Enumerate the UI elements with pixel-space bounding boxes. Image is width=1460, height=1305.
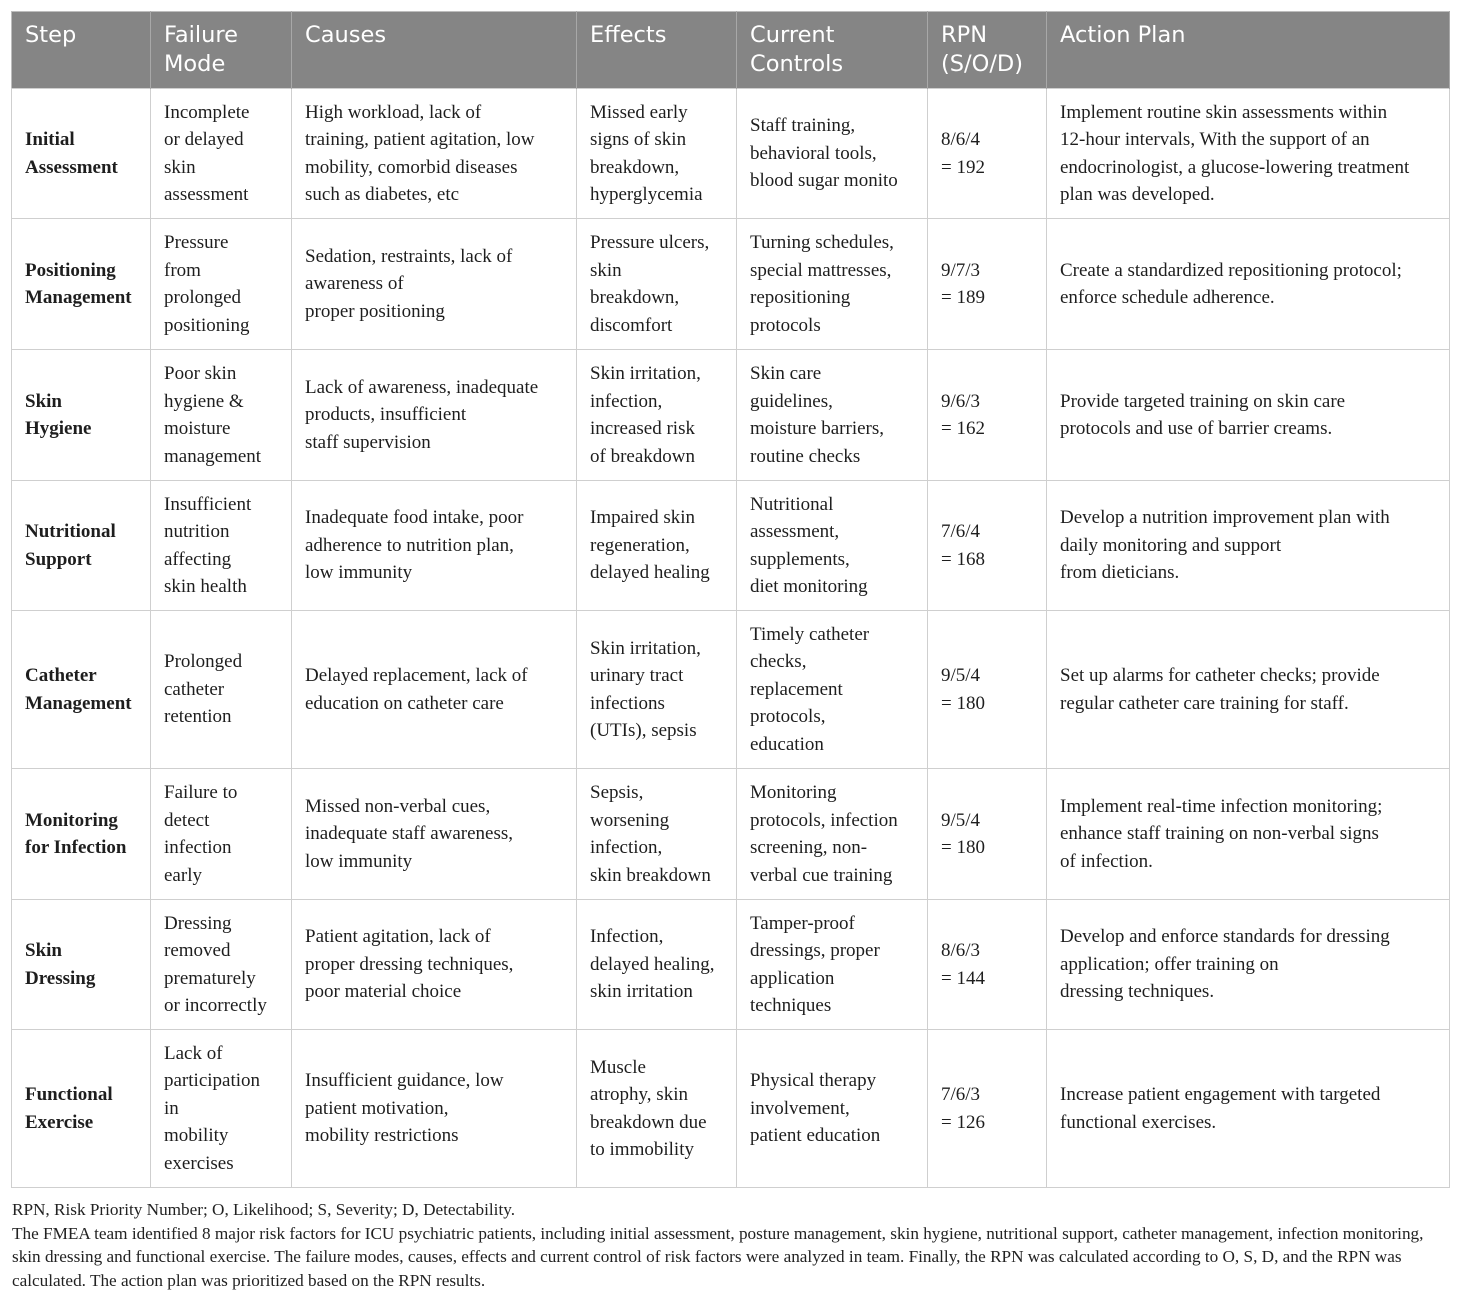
action-plan-cell: Increase patient engagement with targeted functional exercises. <box>1047 1030 1450 1188</box>
table-body <box>12 89 1450 1188</box>
header-step: Step <box>12 12 151 89</box>
failure-mode-cell: Failure to detect infection early <box>151 769 292 900</box>
table-row <box>12 900 1450 1030</box>
effects-cell: Muscle atrophy, skin breakdown due to immobility <box>577 1030 737 1188</box>
rpn-cell: 9/6/3 = 162 <box>928 350 1047 481</box>
table-row <box>12 89 1450 219</box>
table-row <box>12 1030 1450 1188</box>
header-action-plan: Action Plan <box>1047 12 1450 89</box>
causes-cell: High workload, lack of training, patient agitation, low mobility, comorbid diseases such as diabetes, etc <box>292 89 577 219</box>
rpn-cell: 8/6/4 = 192 <box>928 89 1047 219</box>
header-effects: Effects <box>577 12 737 89</box>
header-rpn: RPN (S/O/D) <box>928 12 1047 89</box>
table-header-row <box>12 12 1450 89</box>
action-plan-cell: Create a standardized repositioning protocol; enforce schedule adherence. <box>1047 219 1450 350</box>
effects-cell: Impaired skin regeneration, delayed healing <box>577 481 737 611</box>
step-cell: Functional Exercise <box>12 1030 151 1188</box>
rpn-cell: 9/7/3 = 189 <box>928 219 1047 350</box>
step-cell: Nutritional Support <box>12 481 151 611</box>
header-causes: Causes <box>292 12 577 89</box>
fmea-table-container <box>11 11 1449 1188</box>
step-cell: Skin Hygiene <box>12 350 151 481</box>
current-controls-cell: Skin care guidelines, moisture barriers, routine checks <box>737 350 928 481</box>
current-controls-cell: Monitoring protocols, infection screening, non- verbal cue training <box>737 769 928 900</box>
table-footnotes <box>12 1198 1452 1292</box>
causes-cell: Inadequate food intake, poor adherence to nutrition plan, low immunity <box>292 481 577 611</box>
causes-cell: Patient agitation, lack of proper dressing techniques, poor material choice <box>292 900 577 1030</box>
current-controls-cell: Staff training, behavioral tools, blood sugar monito <box>737 89 928 219</box>
rpn-cell: 7/6/4 = 168 <box>928 481 1047 611</box>
causes-cell: Delayed replacement, lack of education on catheter care <box>292 611 577 769</box>
failure-mode-cell: Lack of participation in mobility exercises <box>151 1030 292 1188</box>
effects-cell: Infection, delayed healing, skin irritation <box>577 900 737 1030</box>
table-row <box>12 219 1450 350</box>
failure-mode-cell: Insufficient nutrition affecting skin health <box>151 481 292 611</box>
effects-cell: Sepsis, worsening infection, skin breakdown <box>577 769 737 900</box>
step-cell: Initial Assessment <box>12 89 151 219</box>
current-controls-cell: Timely catheter checks, replacement protocols, education <box>737 611 928 769</box>
effects-cell: Skin irritation, infection, increased risk of breakdown <box>577 350 737 481</box>
rpn-cell: 9/5/4 = 180 <box>928 769 1047 900</box>
effects-cell: Pressure ulcers, skin breakdown, discomfort <box>577 219 737 350</box>
header-current-controls: Current Controls <box>737 12 928 89</box>
causes-cell: Lack of awareness, inadequate products, insufficient staff supervision <box>292 350 577 481</box>
footnote-abbreviations: RPN, Risk Priority Number; O, Likelihood; S, Severity; D, Detectability. <box>12 1200 516 1219</box>
table-row <box>12 611 1450 769</box>
step-cell: Skin Dressing <box>12 900 151 1030</box>
action-plan-cell: Implement real-time infection monitoring; enhance staff training on non-verbal signs of infection. <box>1047 769 1450 900</box>
rpn-cell: 7/6/3 = 126 <box>928 1030 1047 1188</box>
header-failure-mode: Failure Mode <box>151 12 292 89</box>
current-controls-cell: Nutritional assessment, supplements, diet monitoring <box>737 481 928 611</box>
action-plan-cell: Implement routine skin assessments within 12-hour intervals, With the support of an endocrinologist, a glucose-lowering treatment plan was developed. <box>1047 89 1450 219</box>
failure-mode-cell: Pressure from prolonged positioning <box>151 219 292 350</box>
action-plan-cell: Provide targeted training on skin care protocols and use of barrier creams. <box>1047 350 1450 481</box>
footnote-description: The FMEA team identified 8 major risk factors for ICU psychiatric patients, including initial assessment, posture management, skin hygiene, nutritional support, catheter management, infection monitoring, skin dressing and functional exercise. The failure modes, causes, effects and current control of risk factors were analyzed in team. Finally, the RPN was calculated according to O, S, D, and the RPN was calculated. The action plan was prioritized based on the RPN results. <box>12 1223 1424 1290</box>
effects-cell: Missed early signs of skin breakdown, hyperglycemia <box>577 89 737 219</box>
step-cell: Catheter Management <box>12 611 151 769</box>
fmea-table <box>11 11 1450 1188</box>
failure-mode-cell: Poor skin hygiene & moisture management <box>151 350 292 481</box>
causes-cell: Insufficient guidance, low patient motivation, mobility restrictions <box>292 1030 577 1188</box>
current-controls-cell: Turning schedules, special mattresses, repositioning protocols <box>737 219 928 350</box>
table-row <box>12 350 1450 481</box>
failure-mode-cell: Prolonged catheter retention <box>151 611 292 769</box>
step-cell: Monitoring for Infection <box>12 769 151 900</box>
effects-cell: Skin irritation, urinary tract infections (UTIs), sepsis <box>577 611 737 769</box>
causes-cell: Missed non-verbal cues, inadequate staff awareness, low immunity <box>292 769 577 900</box>
action-plan-cell: Develop a nutrition improvement plan with daily monitoring and support from dieticians. <box>1047 481 1450 611</box>
failure-mode-cell: Incomplete or delayed skin assessment <box>151 89 292 219</box>
causes-cell: Sedation, restraints, lack of awareness of proper positioning <box>292 219 577 350</box>
rpn-cell: 9/5/4 = 180 <box>928 611 1047 769</box>
rpn-cell: 8/6/3 = 144 <box>928 900 1047 1030</box>
action-plan-cell: Develop and enforce standards for dressing application; offer training on dressing techniques. <box>1047 900 1450 1030</box>
table-row <box>12 481 1450 611</box>
failure-mode-cell: Dressing removed prematurely or incorrectly <box>151 900 292 1030</box>
step-cell: Positioning Management <box>12 219 151 350</box>
table-row <box>12 769 1450 900</box>
current-controls-cell: Tamper-proof dressings, proper application techniques <box>737 900 928 1030</box>
action-plan-cell: Set up alarms for catheter checks; provide regular catheter care training for staff. <box>1047 611 1450 769</box>
current-controls-cell: Physical therapy involvement, patient education <box>737 1030 928 1188</box>
